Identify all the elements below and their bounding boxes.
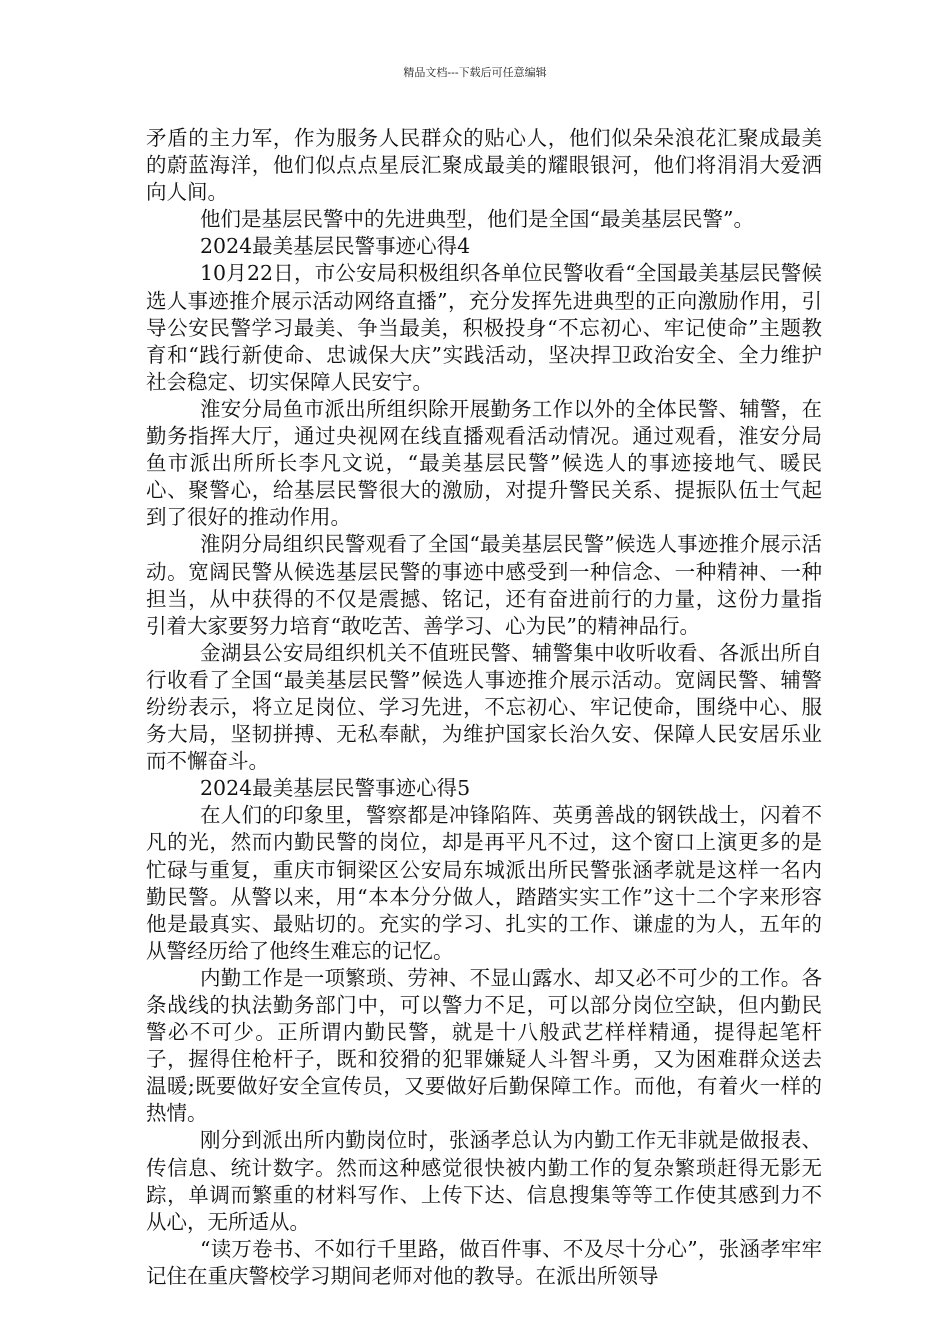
- paragraph-impression: 在人们的印象里，警察都是冲锋陷阵、英勇善战的钢铁战士，闪着不凡的光，然而内勤民警的岗位，却是再平凡不过，这个窗口上演更多的是忙碌与重复，重庆市铜梁区公安局东城派出所民警张涵孝就是这样一名内勤民警。从警以来，用“本本分分做人，踏踏实实工作”这十二个字来形容他是最真实、最贴切的。充实的学习、扎实的工作、谦虚的为人，五年的从警经历给了他终生难忘的记忆。: [146, 803, 822, 963]
- paragraph-huaiyin-branch: 淮阴分局组织民警观看了全国“最美基层民警”候选人事迹推介展示活动。宽阔民警从候选基层民警的事迹中感受到一种信念、一种精神、一种担当，从中获得的不仅是震撼、铭记，还有奋进前行的力量，这份力量指引着大家要努力培育“敢吃苦、善学习、心为民”的精神品行。: [146, 532, 822, 638]
- paragraph-city-bureau: 10月22日，市公安局积极组织各单位民警收看“全国最美基层民警候选人事迹推介展示活动网络直播”，充分发挥先进典型的正向激励作用，引导公安民警学习最美、争当最美，积极投身“不忘初心、牢记使命”主题教育和“践行新使命、忠诚保大庆”实践活动，坚决捍卫政治安全、全力维护社会稳定、切实保障人民安宁。: [146, 261, 822, 394]
- paragraph-teacher-advice: “读万卷书、不如行千里路，做百件事、不及尽十分心”，张涵孝牢牢记住在重庆警校学习期间老师对他的教导。在派出所领导: [146, 1236, 822, 1288]
- paragraph-summary: 他们是基层民警中的先进典型，他们是全国“最美基层民警”。: [200, 207, 754, 232]
- section-heading-4: 2024最美基层民警事迹心得4: [200, 234, 471, 259]
- document-body: [146, 125, 822, 1290]
- paragraph-continuation: 矛盾的主力军，作为服务人民群众的贴心人，他们似朵朵浪花汇聚成最美的蔚蓝海洋，他们似点点星辰汇聚成最美的耀眼银河，他们将涓涓大爱洒向人间。: [146, 126, 822, 205]
- paragraph-first-assignment: 刚分到派出所内勤岗位时，张涵孝总认为内勤工作无非就是做报表、传信息、统计数字。然而这种感觉很快被内勤工作的复杂繁琐赶得无影无踪，单调而繁重的材料写作、上传下达、信息搜集等等工作使其感到力不从心，无所适从。: [146, 1128, 822, 1234]
- page-header: 精品文档---下载后可任意编辑: [403, 66, 547, 79]
- section-heading-5: 2024最美基层民警事迹心得5: [200, 776, 471, 801]
- paragraph-jinhu-county: 金湖县公安局组织机关不值班民警、辅警集中收听收看、各派出所自行收看了全国“最美基层民警”候选人事迹推介展示活动。宽阔民警、辅警纷纷表示，将立足岗位、学习先进，不忘初心、牢记使命，围绕中心、服务大局，坚韧拼搏、无私奉献，为维护国家长治久安、保障人民安居乐业而不懈奋斗。: [146, 640, 822, 774]
- paragraph-huaian-branch: 淮安分局鱼市派出所组织除开展勤务工作以外的全体民警、辅警，在勤务指挥大厅，通过央视网在线直播观看活动情况。通过观看，淮安分局鱼市派出所所长李凡文说，“最美基层民警”候选人的事迹接地气、暖民心、聚警心，给基层民警很大的激励，对提升警民关系、提振队伍士气起到了很好的推动作用。: [146, 396, 822, 530]
- paragraph-internal-work: 内勤工作是一项繁琐、劳神、不显山露水、却又必不可少的工作。各条战线的执法勤务部门中，可以警力不足，可以部分岗位空缺，但内勤民警必不可少。正所谓内勤民警，就是十八般武艺样样精通，提得起笔杆子，握得住枪杆子，既和狡猾的犯罪嫌疑人斗智斗勇，又为困难群众送去温暖;既要做好安全宣传员，又要做好后勤保障工作。而他，有着火一样的热情。: [146, 965, 822, 1126]
